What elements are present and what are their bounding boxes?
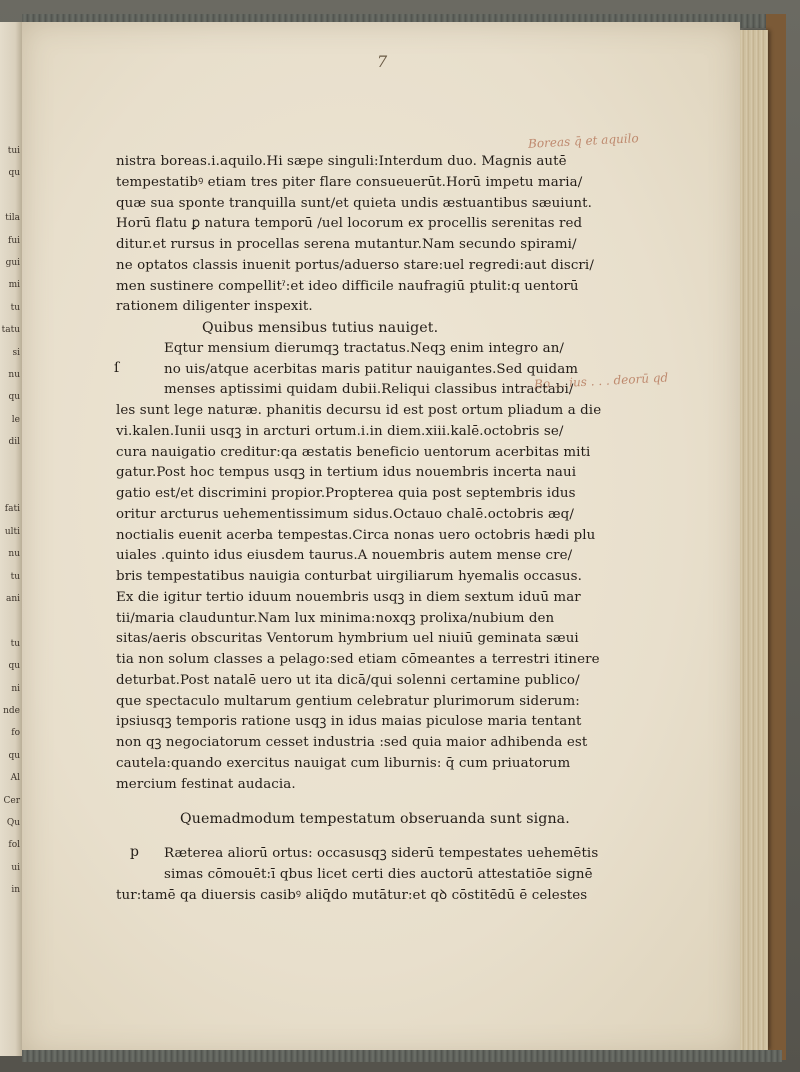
left-page-fragment: ulti [4,526,20,537]
text-line: tia non solum classes a pelago:sed etiam cōmeantes a terrestri itinere [116,652,600,667]
left-page-fragment: si [12,347,20,358]
left-page-fragment: gui [5,258,20,268]
left-page-fragment: tu [10,571,20,582]
left-page-fragment: Cer [3,795,20,806]
text-line: quæ sua sponte tranquilla sunt/et quieta undis æstuantibus sæuiunt. [116,195,592,211]
book-page [22,22,740,1056]
text-line: vi.kalen.Iunii usqꝫ in arcturi ortum.i.in diem.xiii.kalē.octobris se/ [116,423,564,439]
text-line: rationem diligenter inspexit. [116,299,313,315]
folio-number: 7 [377,52,388,71]
text-line: tii/maria clauduntur.Nam lux minima:noxqꝫ prolixa/nubium den [116,610,555,626]
left-page-fragment: tu [10,302,20,313]
left-page-fragment: fati [4,504,20,515]
left-page-fragment: qu [8,168,20,179]
left-page-fragment: qu [8,392,20,403]
left-page-fragment: tui [7,146,20,156]
text-line: non qꝫ negociatorum cesset industria :sed quia maior adhibenda est [116,735,588,750]
text-line: bris tempestatibus nauigia conturbat uirgiliarum hyemalis occasus. [116,569,582,584]
left-page-fragment: fol [8,840,20,851]
left-page-fragment: tu [10,638,20,649]
left-page-fragment: ni [11,683,20,694]
text-line: noctialis euenit acerba tempestas.Circa nonas uero octobris hædi plu [116,527,596,543]
text-line: Eqtur mensium dierumqꝫ tractatus.Neqꝫ enim integro an/ [164,340,565,356]
left-page-fragment: tatu [1,325,20,336]
left-page-fragment: in [11,885,20,896]
text-line: cautela:quando exercitus nauigat cum liburnis: q̄ cum priuatorum [116,755,571,771]
text-line: les sunt lege naturæ. phanitis decursu id est post ortum pliadum a die [116,403,602,418]
left-page-fragment: qu [8,750,20,761]
section-heading: Quibus mensibus tutius nauiget. [202,320,439,336]
text-line: tempestatibꝰ etiam tres piter flare consueuerūt.Horū impetu maria/ [116,174,583,190]
text-line: Horū flatu ꝑ natura temporū /uel locorum ex procellis serenitas red [116,216,583,232]
text-line: ditur.et rursus in procellas serena mutantur.Nam secundo spirami/ [116,237,577,252]
left-page-fragment: Qu [6,818,20,828]
text-line: mercium festinat audacia. [116,776,296,792]
text-line: oritur arcturus uehementissimum sidus.Octauo chalē.octobris æq/ [116,506,574,522]
text-line: nistra boreas.i.aquilo.Hi sæpe singuli:Interdum duo. Magnis autē [116,154,567,169]
text-line: sitas/aeris obscuritas Ventorum hymbrium uel niuiū geminata sæui [116,631,579,647]
initial-guide-letter: p [130,844,140,860]
marginal-note: Bo . . ius . . . deorū qd [533,370,669,392]
left-page-fragment: tila [5,213,20,224]
text-line: no uis/atque acerbitas maris patitur nauigantes.Sed quidam [164,361,579,377]
text-line: Ex die igitur tertio iduum nouembris usqꝫ in diem sextum iduū mar [116,589,581,605]
left-page-fragment: dil [8,437,20,448]
left-page-strip [0,22,22,1056]
text-line: men sustinere compellitˀ:et ideo difficile naufragiū ptulit:q uentorū [116,278,579,294]
text-line: uiales .quinto idus eiusdem taurus.A nouembris autem mense cre/ [116,548,573,564]
text-line: ipsiusqꝫ temporis ratione usqꝫ in idus maias piculose maria tentant [116,714,582,730]
left-page-fragment: nu [8,549,20,560]
left-page-fragment: qu [8,661,20,672]
section-heading: Quemadmodum tempestatum obseruanda sunt signa. [180,811,570,828]
text-line: Ræterea aliorū ortus: occasusqꝫ siderū tempestates uehemētis [164,846,599,861]
marginal-note: Boreas q̄ et aquilo [527,131,640,151]
left-page-fragment: fo [11,728,20,739]
left-page-fragment: ui [11,862,20,873]
text-line: gatur.Post hoc tempus usqꝫ in tertium idus nouembris incerta naui [116,465,577,481]
bottom-binding [22,1050,782,1062]
text-line: simas cōmouēt:ī qbus licet certi dies auctorū attestatiōe signē [164,866,593,882]
left-page-fragment: le [11,414,20,425]
left-page-fragment: nu [8,370,20,380]
left-page-fragment: mi [8,280,20,291]
text-line: deturbat.Post natalē uero ut ita dicā/qui solenni certamine publico/ [116,672,580,688]
initial-guide-letter: ſ [114,359,120,376]
text-line: cura nauigatio creditur:qa æstatis beneficio uentorum acerbitas miti [116,444,591,460]
book-cover-edge [766,14,786,1060]
page-stack-edge [740,30,768,1050]
text-line: ne optatos classis inuenit portus/aduerso stare:uel regredi:aut discri/ [116,257,594,273]
left-page-fragment: nde [3,706,20,716]
text-line: gatio est/et discrimini propior.Propterea quia post septembris idus [116,486,576,501]
left-page-fragment: fui [7,235,20,246]
text-line: que spectaculo multarum gentium celebratur plurimorum siderum: [116,693,580,709]
text-line: menses aptissimi quidam dubii.Reliqui classibus intractabi/ [164,382,574,398]
text-line: tur:tamē qa diuersis casibꝰ aliq̄do mutātur:et qꝺ cōstitēdū ē celestes [116,887,588,903]
left-page-fragment: Al [10,773,20,784]
left-page-fragment: ani [5,594,20,604]
